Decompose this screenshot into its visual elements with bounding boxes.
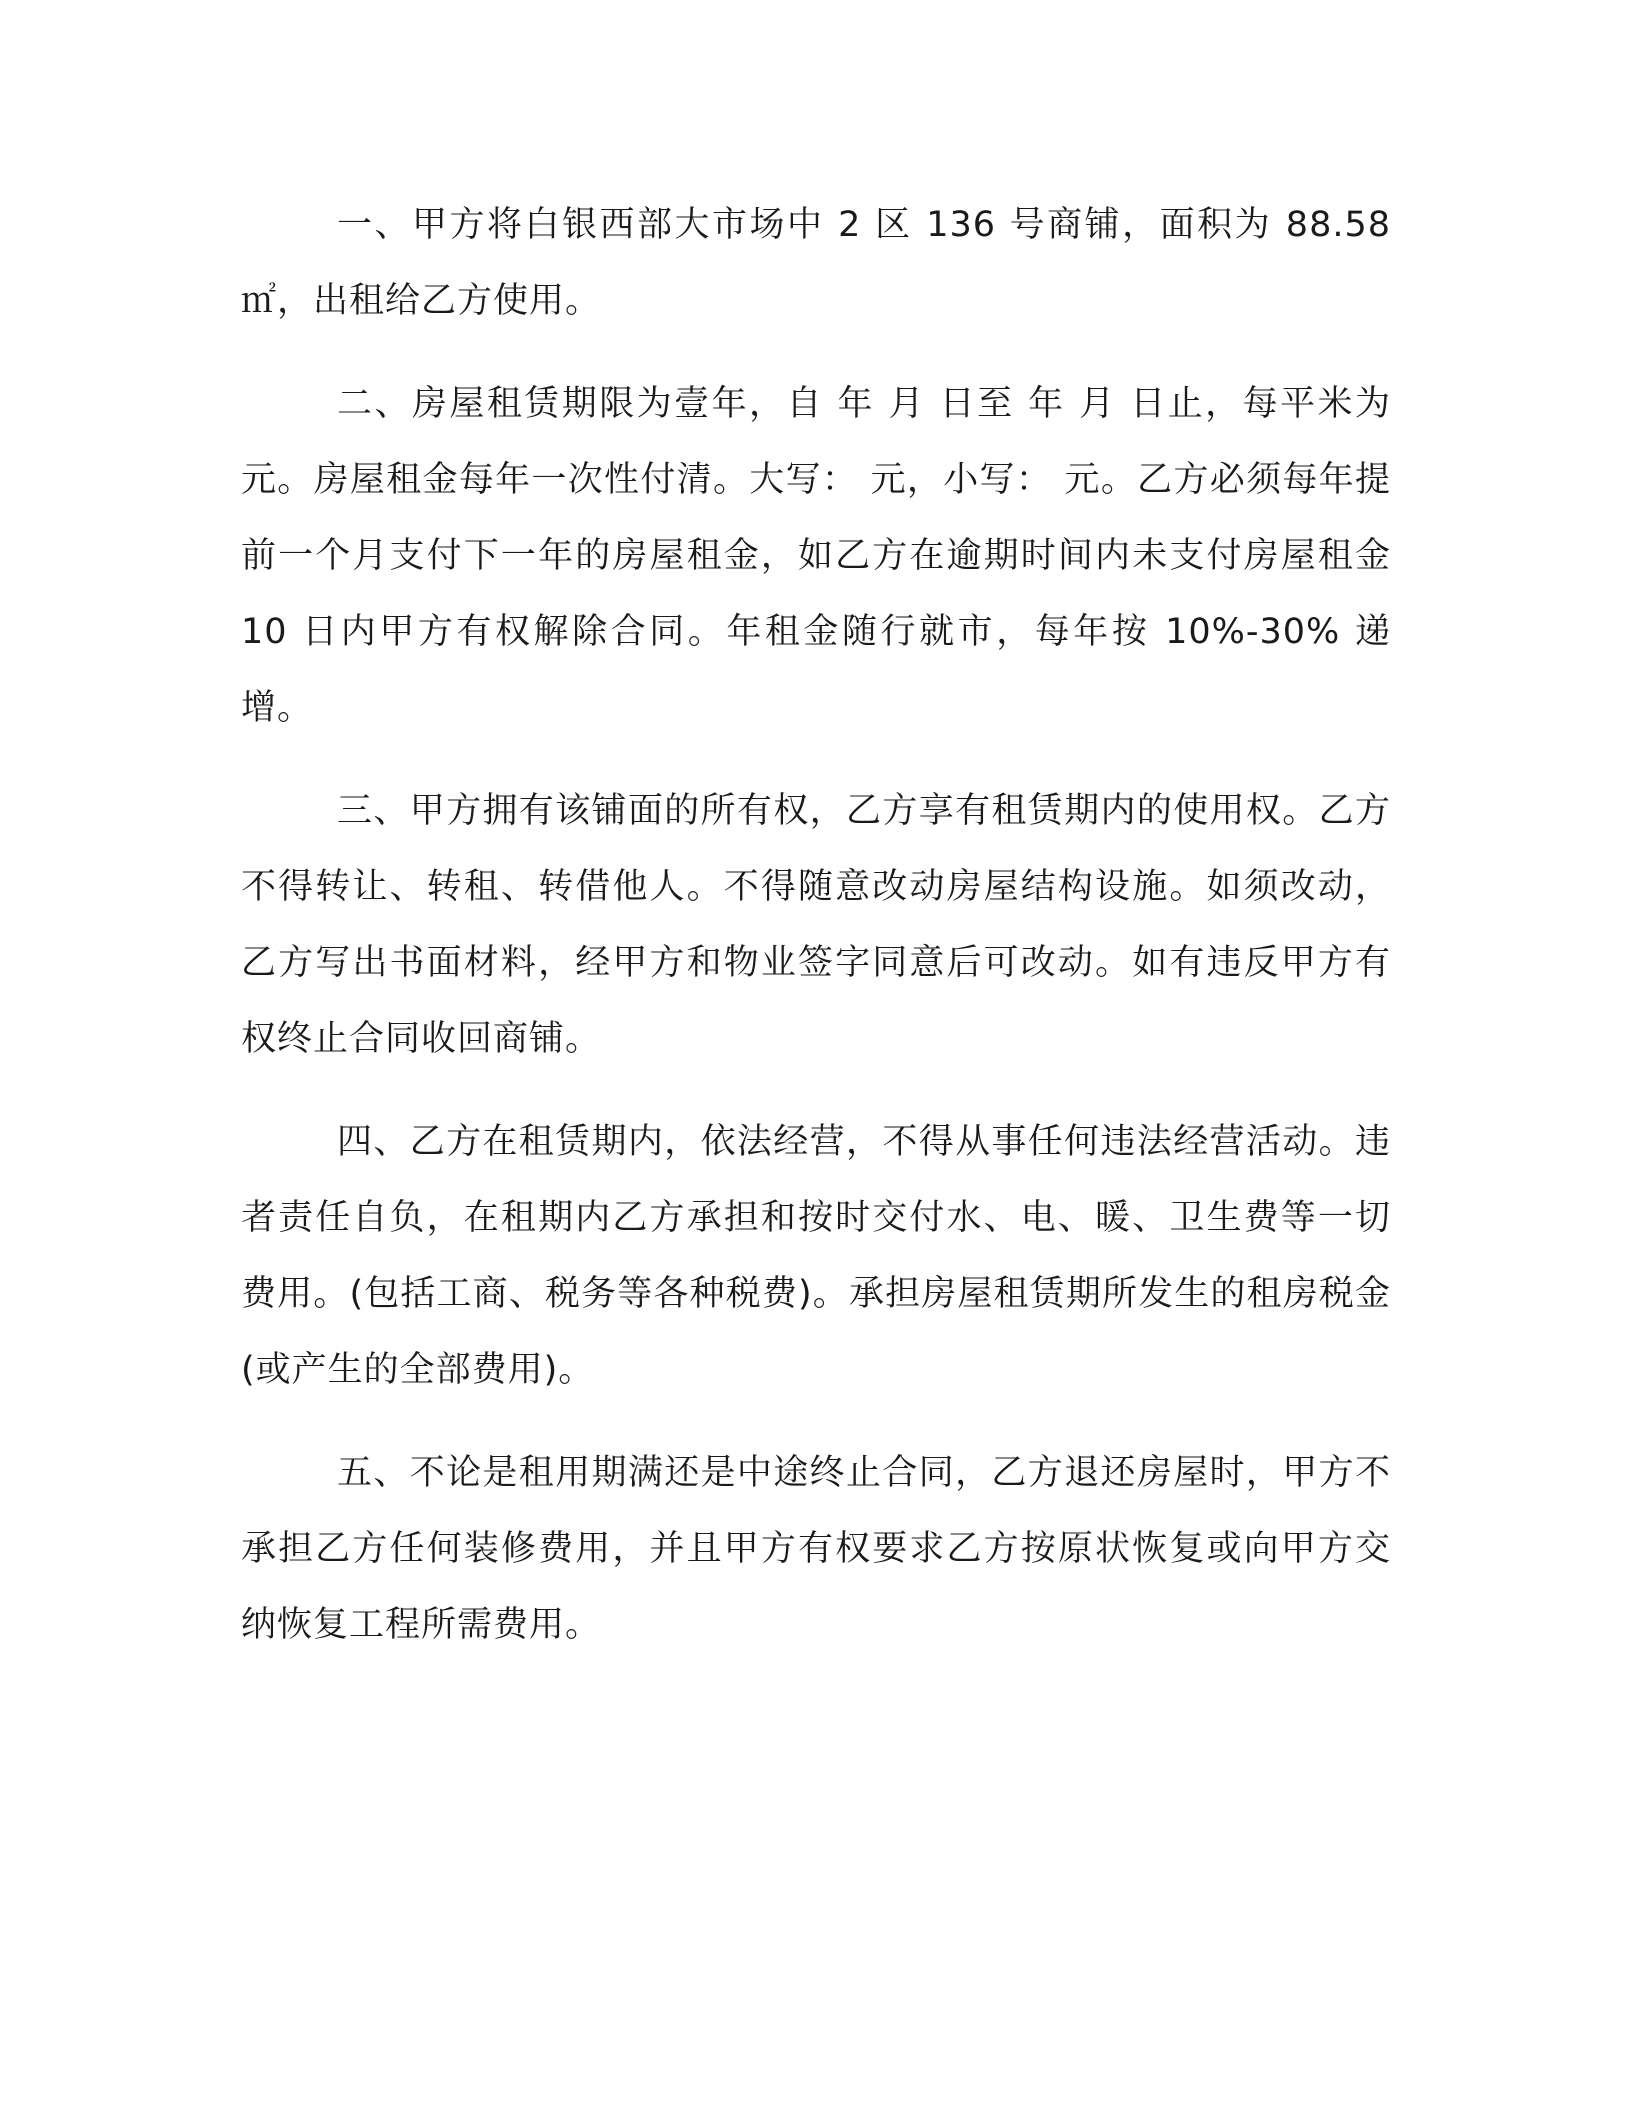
clause-5-paragraph: 五、不论是租用期满还是中途终止合同，乙方退还房屋时，甲方不承担乙方任何装修费用，并且甲方有权要求乙方按原状恢复或向甲方交纳恢复工程所需费用。: [241, 1453, 1391, 1645]
clause-3-paragraph: 三、甲方拥有该铺面的所有权，乙方享有租赁期内的使用权。乙方不得转让、转租、转借他人。不得随意改动房屋结构设施。如须改动，乙方写出书面材料，经甲方和物业签字同意后可改动。如有违反甲方有权终止合同收回商铺。: [241, 791, 1391, 1059]
clause-2-paragraph: 二、房屋租赁期限为壹年，自 年 月 日至 年 月 日止，每平米为 元。房屋租金每年一次性付清。大写： 元，小写： 元。乙方必须每年提前一个月支付下一年的房屋租金，如乙方在逾期时间内未支付房屋租金 10 日内甲方有权解除合同。年租金随行就市，每年按 10%-30% 递增。: [241, 384, 1391, 728]
clause-4-paragraph: 四、乙方在租赁期内，依法经营，不得从事任何违法经营活动。违者责任自负，在租期内乙方承担和按时交付水、电、暖、卫生费等一切费用。(包括工商、税务等各种税费)。承担房屋租赁期所发生的租房税金(或产生的全部费用)。: [241, 1122, 1391, 1390]
clause-1-paragraph: 一、甲方将白银西部大市场中 2 区 136 号商铺，面积为 88.58 ㎡，出租给乙方使用。: [241, 205, 1391, 321]
contract-body: [241, 187, 1391, 1663]
